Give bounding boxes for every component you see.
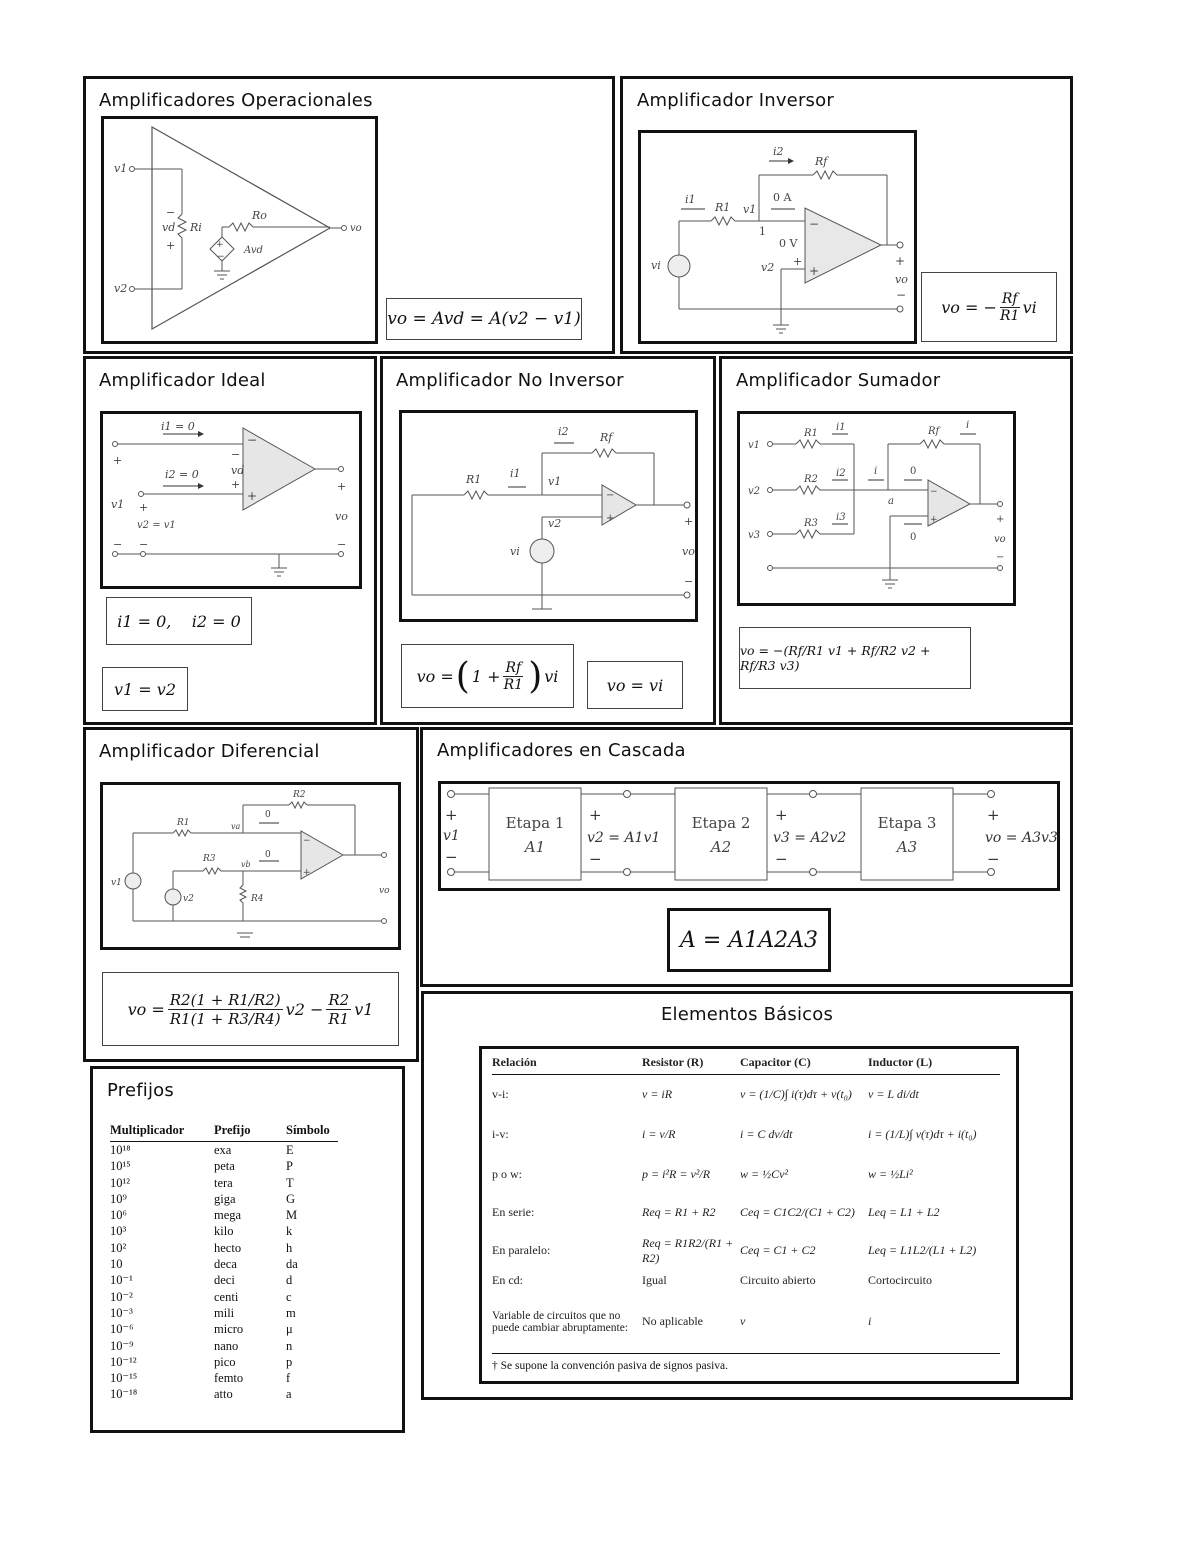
prefix-cell: mega bbox=[214, 1208, 242, 1223]
column-header: Relación bbox=[492, 1055, 642, 1075]
column-header: Símbolo bbox=[286, 1123, 338, 1142]
symbol-cell: n bbox=[286, 1338, 293, 1353]
svg-text:+: + bbox=[231, 478, 241, 491]
symbol-cell: P bbox=[286, 1159, 293, 1174]
vb-label: vb bbox=[241, 860, 251, 869]
prefixes-table bbox=[110, 1123, 338, 1403]
prefix-cell: atto bbox=[214, 1387, 233, 1402]
prefix-cell: giga bbox=[214, 1191, 236, 1206]
svg-text:−: − bbox=[217, 252, 225, 262]
vo-label: vo bbox=[994, 534, 1006, 545]
svg-text:−: − bbox=[809, 217, 820, 231]
svg-text:+: + bbox=[793, 255, 803, 268]
i3-label: i3 bbox=[836, 512, 846, 523]
prefix-cell: kilo bbox=[214, 1224, 234, 1239]
prefix-cell: centi bbox=[214, 1289, 239, 1304]
capacitor-cell: w = ½Cv² bbox=[740, 1167, 789, 1181]
rf-label: Rf bbox=[600, 431, 613, 444]
prefix-cell: tera bbox=[214, 1175, 233, 1190]
table-row bbox=[110, 1240, 338, 1256]
panel-title: Amplificador Inversor bbox=[637, 90, 834, 111]
multiplier-cell: 10⁻⁹ bbox=[110, 1338, 134, 1353]
symbol-cell: da bbox=[286, 1257, 298, 1272]
r1-label: R1 bbox=[466, 473, 482, 486]
ri-label: Ri bbox=[190, 221, 202, 234]
capacitor-cell: i = C dv/dt bbox=[740, 1127, 793, 1141]
ideal-schematic bbox=[103, 414, 359, 586]
zero-label: 0 bbox=[910, 466, 917, 477]
v2-label: v2 bbox=[548, 517, 562, 530]
table-row bbox=[492, 1291, 1000, 1353]
rf-label: Rf bbox=[928, 426, 940, 437]
prefix-cell: mili bbox=[214, 1305, 235, 1320]
prefix-cell: nano bbox=[214, 1338, 239, 1353]
resistor-cell: p = i²R = v²/R bbox=[642, 1167, 711, 1181]
panel-differential bbox=[83, 727, 419, 1062]
op-amp-equation: vo = Avd = A(v2 − v1) bbox=[386, 298, 582, 340]
table-row bbox=[110, 1223, 338, 1239]
symbol-cell: f bbox=[286, 1371, 291, 1386]
prefix-cell: exa bbox=[214, 1143, 232, 1157]
op-amp-schematic bbox=[104, 119, 375, 341]
panel-title: Amplificador Ideal bbox=[99, 370, 266, 391]
v2-eq-label: v2 = v1 bbox=[137, 520, 176, 531]
panel-title: Amplificadores Operacionales bbox=[99, 90, 373, 111]
minus-label: − bbox=[684, 575, 694, 588]
r1-label: R1 bbox=[177, 818, 190, 828]
minus-label: − bbox=[166, 206, 176, 219]
inductor-cell: Leq = L1L2/(L1 + L2) bbox=[868, 1243, 977, 1257]
relation-cell: i-v: bbox=[492, 1127, 509, 1141]
minus-label: − bbox=[996, 552, 1005, 563]
capacitor-cell: Ceq = C1 + C2 bbox=[740, 1243, 816, 1257]
stage-1-name: Etapa 1 bbox=[505, 814, 565, 832]
r4-label: R4 bbox=[251, 894, 264, 904]
symbol-cell: p bbox=[286, 1354, 293, 1369]
symbol-cell: M bbox=[286, 1208, 298, 1223]
minus-label: − bbox=[445, 848, 458, 866]
stage-1-gain: A1 bbox=[524, 838, 546, 856]
op-amp-figure bbox=[101, 116, 378, 344]
multiplier-cell: 10¹⁵ bbox=[110, 1159, 131, 1174]
node-a-label: a bbox=[888, 496, 894, 507]
plus-label: + bbox=[113, 454, 123, 467]
svg-text:i: i bbox=[874, 466, 878, 477]
svg-text:+: + bbox=[247, 489, 258, 503]
table-row bbox=[110, 1354, 338, 1370]
signal-vo: vo = A3v3 bbox=[985, 830, 1057, 846]
cascade-equation: A = A1A2A3 bbox=[667, 908, 831, 972]
svg-text:−: − bbox=[231, 448, 241, 461]
panel-op-amp bbox=[83, 76, 615, 354]
v3-label: v3 bbox=[748, 530, 761, 541]
table-row bbox=[110, 1175, 338, 1191]
capacitor-cell: Circuito abierto bbox=[740, 1273, 816, 1287]
i-label: i bbox=[966, 420, 970, 431]
r1-label: R1 bbox=[804, 428, 818, 439]
relation-cell: En paralelo: bbox=[492, 1243, 551, 1257]
svg-text:−: − bbox=[139, 538, 149, 551]
v1-label: v1 bbox=[111, 498, 125, 511]
resistor-cell: v = iR bbox=[642, 1087, 673, 1102]
inductor-cell: i bbox=[868, 1314, 872, 1328]
stage-3-box bbox=[861, 788, 953, 880]
relation-cell: En cd: bbox=[492, 1273, 523, 1287]
inverting-equation: vo = − $\frac{Rf}{R1}$ vi bbox=[921, 272, 1057, 342]
follower-equation: vo = vi bbox=[587, 661, 683, 709]
r3-label: R3 bbox=[203, 854, 216, 864]
non-inverting-schematic bbox=[402, 413, 695, 619]
svg-text:0: 0 bbox=[910, 532, 917, 543]
prefix-cell: femto bbox=[214, 1371, 244, 1386]
v2-label: v2 bbox=[114, 282, 128, 295]
table-row bbox=[110, 1272, 338, 1288]
summing-schematic bbox=[740, 414, 1013, 603]
multiplier-cell: 10⁻² bbox=[110, 1289, 133, 1304]
i1-label: i1 bbox=[836, 422, 846, 433]
v2-label: v2 bbox=[748, 486, 761, 497]
stage-1-box bbox=[489, 788, 581, 880]
prefix-cell: micro bbox=[214, 1322, 244, 1337]
non-inverting-figure bbox=[399, 410, 698, 622]
table-row bbox=[110, 1158, 338, 1174]
table-row bbox=[492, 1195, 1000, 1231]
table-row bbox=[492, 1231, 1000, 1271]
relation-cell: Variable de circuitos que no puede cambiar abruptamente: bbox=[492, 1309, 629, 1334]
capacitor-cell: Ceq = C1C2/(C1 + C2) bbox=[740, 1205, 855, 1219]
cascade-schematic bbox=[441, 784, 1057, 888]
svg-text:−: − bbox=[303, 836, 311, 846]
differential-figure bbox=[100, 782, 401, 950]
svg-text:+: + bbox=[139, 501, 149, 514]
svg-text:−: − bbox=[589, 850, 602, 868]
relation-cell: En serie: bbox=[492, 1205, 535, 1219]
table-header-row bbox=[110, 1123, 338, 1142]
capacitor-cell: v = (1/C)∫ i(τ)dτ + v(t₀) bbox=[740, 1087, 852, 1102]
non-inverting-equation: vo = ( 1 + $\frac{Rf}{R1}$ ) vi bbox=[401, 644, 574, 708]
symbol-cell: μ bbox=[286, 1322, 293, 1337]
table-row bbox=[110, 1142, 338, 1159]
vo-label: vo bbox=[350, 223, 362, 234]
vi-label: vi bbox=[651, 259, 661, 272]
table-row bbox=[110, 1386, 338, 1402]
table-row bbox=[110, 1207, 338, 1223]
inverting-schematic bbox=[641, 133, 914, 341]
table-row bbox=[110, 1191, 338, 1207]
svg-text:+: + bbox=[775, 806, 788, 824]
svg-text:+: + bbox=[987, 806, 1000, 824]
panel-summing bbox=[719, 356, 1073, 725]
table-row bbox=[492, 1271, 1000, 1291]
i1-label: i1 bbox=[685, 193, 696, 206]
panel-title: Amplificadores en Cascada bbox=[437, 740, 686, 761]
node-1-label: 1 bbox=[759, 225, 766, 238]
symbol-cell: a bbox=[286, 1387, 292, 1402]
panel-non-inverting bbox=[380, 356, 716, 725]
ideal-equation-voltages: v1 = v2 bbox=[102, 667, 188, 711]
vi-label: vi bbox=[510, 545, 520, 558]
avd-label: Avd bbox=[244, 245, 263, 256]
prefix-cell: deca bbox=[214, 1257, 237, 1272]
symbol-cell: E bbox=[286, 1143, 294, 1157]
multiplier-cell: 10⁹ bbox=[110, 1191, 127, 1206]
ideal-figure bbox=[100, 411, 362, 589]
multiplier-cell: 10⁻³ bbox=[110, 1305, 133, 1320]
rf-label: Rf bbox=[815, 155, 828, 168]
panel-cascade bbox=[420, 727, 1073, 987]
table-header-row bbox=[492, 1055, 1000, 1075]
v1-label: v1 bbox=[748, 440, 761, 451]
table-row bbox=[110, 1370, 338, 1386]
signal-v3: v3 = A2v2 bbox=[773, 830, 847, 846]
svg-text:−: − bbox=[775, 850, 788, 868]
i2-label: i2 bbox=[836, 468, 846, 479]
ro-label: Ro bbox=[252, 209, 267, 222]
multiplier-cell: 10⁻¹⁵ bbox=[110, 1371, 138, 1386]
multiplier-cell: 10 bbox=[110, 1257, 123, 1272]
svg-text:+: + bbox=[606, 513, 615, 524]
signal-v2: v2 = A1v1 bbox=[587, 830, 661, 846]
table-row bbox=[110, 1321, 338, 1337]
resistor-cell: Igual bbox=[642, 1273, 667, 1287]
table-row bbox=[110, 1305, 338, 1321]
svg-text:−: − bbox=[337, 538, 347, 551]
summing-equation: vo = −(Rf/R1 v1 + Rf/R2 v2 + Rf/R3 v3) bbox=[739, 627, 971, 689]
zero-a-label: 0 A bbox=[773, 191, 792, 204]
v2-label: v2 bbox=[761, 261, 775, 274]
multiplier-cell: 10⁻⁶ bbox=[110, 1322, 134, 1337]
multiplier-cell: 10⁻¹ bbox=[110, 1273, 133, 1288]
column-header: Capacitor (C) bbox=[740, 1055, 868, 1075]
panel-title: Prefijos bbox=[107, 1080, 174, 1101]
r2-label: R2 bbox=[293, 790, 306, 800]
v1-label: v1 bbox=[111, 878, 122, 888]
svg-text:−: − bbox=[987, 850, 1000, 868]
svg-text:−: − bbox=[606, 490, 615, 501]
symbol-cell: k bbox=[286, 1224, 293, 1239]
i2-label: i2 bbox=[558, 425, 569, 438]
vo-label: vo bbox=[335, 510, 348, 523]
r1-label: R1 bbox=[715, 201, 731, 214]
table-row bbox=[492, 1155, 1000, 1195]
plus-label: + bbox=[445, 806, 458, 824]
svg-text:+: + bbox=[216, 240, 224, 250]
stage-3-gain: A3 bbox=[896, 838, 918, 856]
multiplier-cell: 10¹² bbox=[110, 1175, 130, 1190]
symbol-cell: d bbox=[286, 1273, 293, 1288]
differential-equation: vo = $\frac{R2(1 + R1/R2)}{R1(1 + R3/R4)}$ v2 − $\frac{R2}{R1}$ v1 bbox=[102, 972, 399, 1046]
prefix-cell: deci bbox=[214, 1273, 235, 1288]
plus-label: + bbox=[166, 239, 176, 252]
ideal-equation-currents: i1 = 0, i2 = 0 bbox=[106, 597, 252, 645]
vd-label: vd bbox=[162, 221, 176, 234]
symbol-cell: T bbox=[286, 1175, 294, 1190]
minus-label: − bbox=[896, 288, 907, 302]
relation-cell: p o w: bbox=[492, 1167, 522, 1181]
vo-label: vo bbox=[379, 886, 390, 896]
svg-text:0: 0 bbox=[265, 850, 271, 860]
panel-ideal bbox=[83, 356, 377, 725]
footnote: † Se supone la convención pasiva de signos pasiva. bbox=[492, 1353, 1000, 1372]
differential-schematic bbox=[103, 785, 398, 947]
r3-label: R3 bbox=[804, 518, 818, 529]
vd-label: vd bbox=[231, 464, 245, 477]
multiplier-cell: 10³ bbox=[110, 1224, 127, 1239]
v2-label: v2 bbox=[183, 894, 194, 904]
symbol-cell: h bbox=[286, 1240, 293, 1255]
column-header: Prefijo bbox=[214, 1123, 286, 1142]
va-label: va bbox=[231, 822, 241, 831]
stage-2-gain: A2 bbox=[710, 838, 732, 856]
plus-label: + bbox=[684, 515, 694, 528]
table-row bbox=[110, 1289, 338, 1305]
svg-text:+: + bbox=[589, 806, 602, 824]
capacitor-cell: v bbox=[740, 1314, 746, 1328]
inductor-cell: i = (1/L)∫ v(τ)dτ + i(t₀) bbox=[868, 1127, 977, 1141]
svg-text:−: − bbox=[247, 433, 258, 447]
multiplier-cell: 10⁻¹⁸ bbox=[110, 1387, 138, 1402]
prefix-cell: pico bbox=[214, 1354, 236, 1369]
resistor-cell: Req = R1 + R2 bbox=[642, 1205, 716, 1219]
panel-title: Amplificador Sumador bbox=[736, 370, 941, 391]
panel-title: Amplificador Diferencial bbox=[99, 741, 320, 762]
column-header: Multiplicador bbox=[110, 1123, 214, 1142]
cascade-figure bbox=[438, 781, 1060, 891]
prefix-cell: peta bbox=[214, 1159, 235, 1174]
inductor-cell: Leq = L1 + L2 bbox=[868, 1205, 940, 1219]
plus-label: + bbox=[895, 254, 906, 268]
stage-3-name: Etapa 3 bbox=[877, 814, 937, 832]
table-row bbox=[110, 1338, 338, 1354]
i2-label: i2 bbox=[773, 145, 784, 158]
i1-label: i1 = 0 bbox=[161, 420, 195, 433]
panel-basic-elements bbox=[421, 991, 1073, 1400]
multiplier-cell: 10² bbox=[110, 1240, 127, 1255]
v1-label: v1 bbox=[114, 162, 128, 175]
multiplier-cell: 10¹⁸ bbox=[110, 1143, 131, 1157]
basic-elements-figure bbox=[479, 1046, 1019, 1384]
svg-text:+: + bbox=[337, 480, 347, 493]
plus-label: + bbox=[996, 514, 1005, 525]
resistor-cell: i = v/R bbox=[642, 1127, 676, 1141]
symbol-cell: G bbox=[286, 1191, 296, 1206]
signal-v1: v1 bbox=[443, 828, 460, 844]
vo-label: vo bbox=[895, 273, 908, 286]
v1-label: v1 bbox=[548, 475, 562, 488]
symbol-cell: m bbox=[286, 1305, 296, 1320]
basic-elements-table bbox=[492, 1055, 1000, 1353]
vo-label: vo bbox=[682, 545, 695, 558]
resistor-cell: Req = R1R2/(R1 + R2) bbox=[642, 1235, 734, 1265]
inductor-cell: w = ½Li² bbox=[868, 1167, 913, 1181]
resistor-cell: No aplicable bbox=[642, 1314, 703, 1328]
column-header: Inductor (L) bbox=[868, 1055, 1000, 1075]
v1-label: v1 bbox=[743, 203, 757, 216]
multiplier-cell: 10⁻¹² bbox=[110, 1354, 137, 1369]
r2-label: R2 bbox=[804, 474, 818, 485]
relation-cell: v-i: bbox=[492, 1087, 509, 1102]
svg-text:−: − bbox=[930, 487, 938, 497]
summing-figure bbox=[737, 411, 1016, 606]
panel-title: Amplificador No Inversor bbox=[396, 370, 624, 391]
table-row bbox=[492, 1075, 1000, 1115]
inductor-cell: v = L di/dt bbox=[868, 1087, 919, 1102]
svg-text:+: + bbox=[303, 868, 311, 878]
panel-prefixes bbox=[90, 1066, 405, 1433]
panel-inverting bbox=[620, 76, 1073, 354]
zero-label: 0 bbox=[265, 810, 271, 820]
column-header: Resistor (R) bbox=[642, 1055, 740, 1075]
stage-2-box bbox=[675, 788, 767, 880]
multiplier-cell: 10⁶ bbox=[110, 1208, 127, 1223]
prefix-cell: hecto bbox=[214, 1240, 242, 1255]
svg-text:+: + bbox=[809, 264, 820, 278]
table-row bbox=[110, 1256, 338, 1272]
panel-title: Elementos Básicos bbox=[660, 1004, 834, 1025]
symbol-cell: c bbox=[286, 1289, 292, 1304]
zero-v-label: 0 V bbox=[779, 237, 798, 250]
i1-label: i1 bbox=[510, 467, 521, 480]
inductor-cell: Cortocircuito bbox=[868, 1273, 932, 1287]
stage-2-name: Etapa 2 bbox=[691, 814, 751, 832]
table-row bbox=[492, 1115, 1000, 1155]
i2-label: i2 = 0 bbox=[165, 468, 199, 481]
svg-text:+: + bbox=[930, 515, 938, 525]
inverting-figure bbox=[638, 130, 917, 344]
minus-label: − bbox=[113, 538, 123, 551]
